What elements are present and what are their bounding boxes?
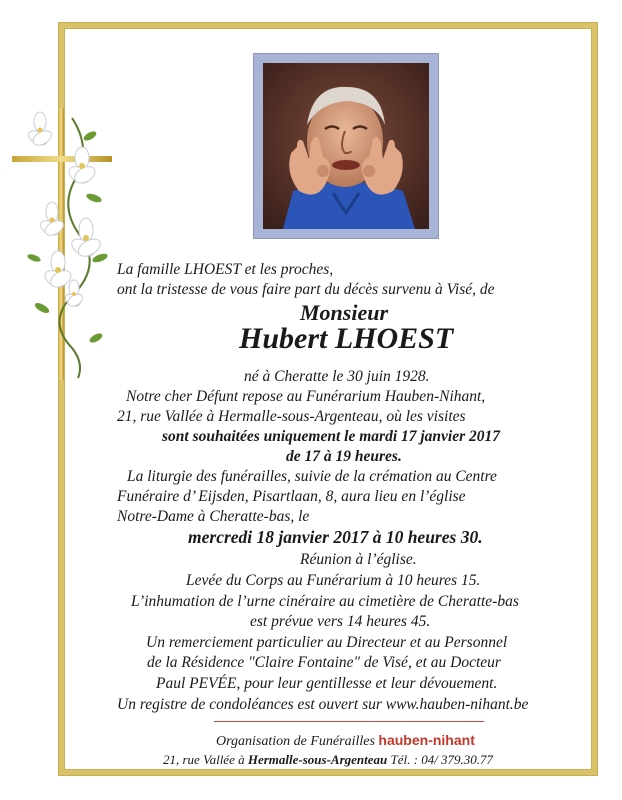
address-prefix: 21, rue Vallée à bbox=[163, 752, 245, 767]
visits-line-1: sont souhaitées uniquement le mardi 17 janvier 2017 bbox=[162, 428, 501, 445]
intro-line-1: La famille LHOEST et les proches, bbox=[117, 261, 334, 278]
levee-line: Levée du Corps au Funérarium à 10 heures 15. bbox=[186, 572, 481, 589]
condolences-register: Un registre de condoléances est ouvert sur www.hauben-nihant.be bbox=[117, 696, 529, 713]
inhumation-line-2: est prévue vers 14 heures 45. bbox=[250, 613, 431, 630]
liturgy-line-1: La liturgie des funérailles, suivie de la crémation au Centre bbox=[127, 468, 497, 485]
organisation-prefix: Organisation de Funérailles bbox=[216, 734, 375, 749]
repose-line-1: Notre cher Défunt repose au Funérarium Hauben-Nihant, bbox=[126, 388, 486, 405]
ceremony-date: mercredi 18 janvier 2017 à 10 heures 30. bbox=[188, 527, 483, 547]
phone-number: Tél. : 04/ 379.30.77 bbox=[390, 752, 494, 767]
intro-line-2: ont la tristesse de vous faire part du décès survenu à Visé, de bbox=[117, 281, 495, 298]
meeting-line: Réunion à l’église. bbox=[300, 551, 417, 568]
address-city: Hermalle-sous-Argenteau bbox=[247, 752, 388, 767]
address-line bbox=[163, 752, 493, 768]
liturgy-line-3: Notre-Dame à Cheratte-bas, le bbox=[117, 508, 310, 525]
repose-line-2: 21, rue Vallée à Hermalle-sous-Argenteau, où les visites bbox=[117, 408, 466, 425]
title-monsieur: Monsieur bbox=[300, 300, 389, 325]
birth-line: né à Cheratte le 30 juin 1928. bbox=[244, 368, 430, 385]
thanks-line-1: Un remerciement particulier au Directeur et au Personnel bbox=[146, 634, 508, 651]
visits-line-2: de 17 à 19 heures. bbox=[286, 448, 402, 465]
brand-logo: hauben-nihant bbox=[378, 732, 475, 748]
portrait-image bbox=[263, 63, 429, 229]
footer-divider bbox=[214, 721, 484, 722]
liturgy-line-2: Funéraire d’ Eijsden, Pisartlaan, 8, aura lieu en l’église bbox=[117, 488, 466, 505]
inhumation-line-1: L’inhumation de l’urne cinéraire au cimetière de Cheratte-bas bbox=[131, 593, 519, 610]
cross-icon bbox=[12, 108, 116, 380]
thanks-line-2: de la Résidence "Claire Fontaine" de Visé, et au Docteur bbox=[147, 654, 501, 671]
deceased-name: Hubert LHOEST bbox=[239, 322, 454, 355]
organisation-line bbox=[216, 732, 475, 750]
portrait-photo bbox=[253, 53, 439, 239]
thanks-line-3: Paul PEVÉE, pour leur gentillesse et leur dévouement. bbox=[156, 675, 498, 692]
